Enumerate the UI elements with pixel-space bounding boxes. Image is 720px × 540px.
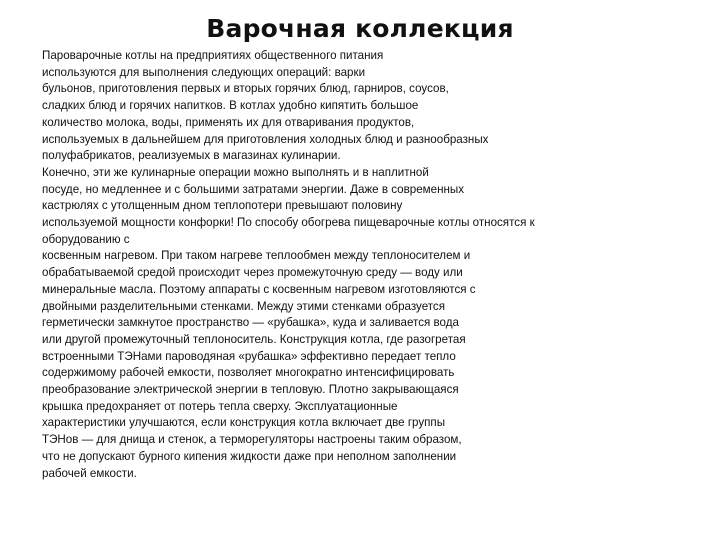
text-line: полуфабрикатов, реализуемых в магазинах кулинарии. [42,149,341,163]
text-line: преобразование электрической энергии в тепловую. Плотно закрывающаяся [42,383,459,397]
text-line: используемой мощности конфорки! По способу обогрева пищеварочные котлы относятся к [42,216,535,230]
text-line: оборудованию с [42,232,130,246]
text-line: посуде, но медленнее и с большими затратами энергии. Даже в современных [42,182,465,196]
text-line: двойными разделительными стенками. Между этими стенками образуется [42,299,446,313]
text-line: что не допускают бурного кипения жидкости даже при неполном заполнении [42,449,457,463]
text-line: Конечно, эти же кулинарные операции можно выполнять и в наплитной [42,165,429,179]
text-line: кастрюлях с утолщенным дном теплопотери превышают половину [42,199,403,213]
text-line: косвенным нагревом. При таком нагреве теплообмен между теплоносителем и [42,249,471,263]
text-line: бульонов, приготовления первых и вторых горячих блюд, гарниров, соусов, [42,82,449,96]
text-line: рабочей емкости. [42,466,137,480]
text-line: сладких блюд и горячих напитков. В котлах удобно кипятить большое [42,99,419,113]
text-line: или другой промежуточный теплоноситель. Конструкция котла, где разогретая [42,332,466,346]
text-line: герметически замкнутое пространство — «рубашка», куда и заливается вода [42,316,459,330]
text-line: характеристики улучшаются, если конструкция котла включает две группы [42,416,446,430]
text-line: обрабатываемой средой происходит через промежуточную среду — воду или [42,266,463,280]
body-text [42,48,702,482]
text-line: количество молока, воды, применять их для отваривания продуктов, [42,115,415,129]
text-line: используются для выполнения следующих операций: варки [42,65,366,79]
text-line: используемых в дальнейшем для приготовления холодных блюд и разнообразных [42,132,489,146]
page-title: Варочная коллекция [206,14,514,43]
text-line: ТЭНов — для днища и стенок, а терморегуляторы настроены таким образом, [42,433,462,447]
text-line: крышка предохраняет от потерь тепла сверху. Эксплуатационные [42,399,398,413]
text-line: содержимому рабочей емкости, позволяет многократно интенсифицировать [42,366,455,380]
text-line: Пароварочные котлы на предприятиях общественного питания [42,49,384,62]
text-line: встроенными ТЭНами пароводяная «рубашка» эффективно передает тепло [42,349,456,363]
text-line: минеральные масла. Поэтому аппараты с косвенным нагревом изготовляются с [42,282,476,296]
